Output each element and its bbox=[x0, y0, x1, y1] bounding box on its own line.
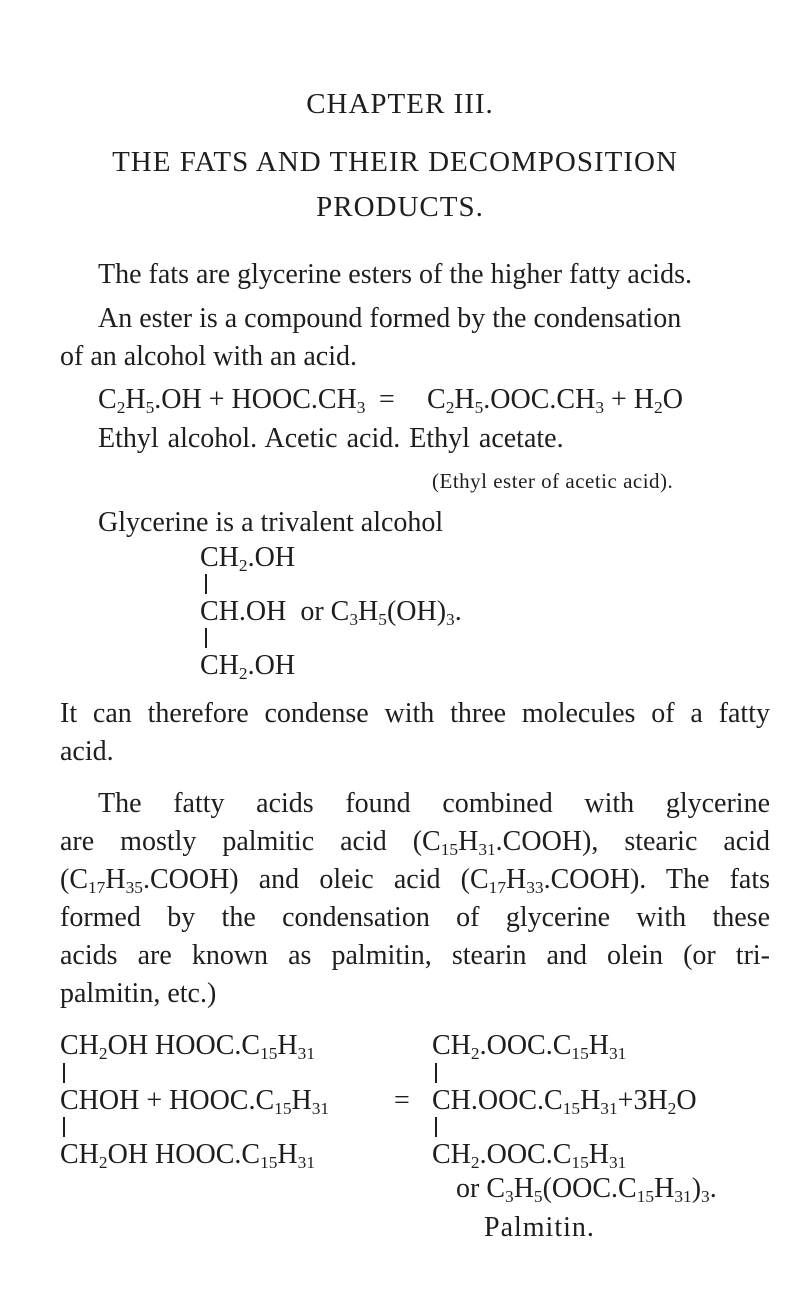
bond-line bbox=[63, 1117, 65, 1137]
palmitin-equals: = bbox=[394, 1085, 410, 1116]
glycerine-intro: Glycerine is a trivalent alcohol bbox=[98, 507, 444, 538]
palmitin-right-row-2: $CH.OOC.C_{15}H_{31}+3H_2O$ bbox=[432, 1085, 697, 1119]
ester-equation-labels: Ethyl alcohol. Acetic acid. Ethyl acetate. bbox=[98, 423, 564, 454]
paragraph-1: The fats are glycerine esters of the higher fatty acids. bbox=[98, 259, 692, 290]
paragraph-2-line-1: An ester is a compound formed by the condensation bbox=[98, 303, 682, 334]
paragraph-4-line-2: are mostly palmitic acid $(C_{15}H_{31}.COOH)$, stearic acid bbox=[60, 826, 770, 860]
paragraph-2-line-2: of an alcohol with an acid. bbox=[60, 341, 358, 372]
ester-equation-left: $C_2H_5.OH$ + $HOOC.CH_3$ bbox=[98, 384, 366, 418]
bond-line bbox=[435, 1063, 437, 1083]
chapter-title-line-1: THE FATS AND THEIR DECOMPOSITION bbox=[112, 146, 678, 178]
palmitin-left-row-2: CHOH + $HOOC.C_{15}H_{31}$ bbox=[60, 1085, 330, 1119]
glycerine-row-1: $CH_2.OH$ bbox=[200, 542, 296, 576]
bond-line bbox=[205, 628, 207, 648]
paragraph-4-line-4: formed by the condensation of glycerine with these bbox=[60, 902, 770, 933]
paragraph-3-line-1: It can therefore condense with three molecules of a fatty bbox=[60, 698, 770, 729]
chapter-title-line-2: PRODUCTS. bbox=[316, 191, 484, 223]
bond-line bbox=[63, 1063, 65, 1083]
palmitin-alt-formula: or $C_3H_5(OOC.C_{15}H_{31})_3$. bbox=[456, 1173, 717, 1207]
palmitin-right-row-3: $CH_2.OOC.C_{15}H_{31}$ bbox=[432, 1139, 627, 1173]
paragraph-3-line-2: acid. bbox=[60, 736, 114, 767]
paragraph-4-line-1: The fatty acids found combined with glycerine bbox=[98, 788, 770, 819]
palmitin-left-row-3: $CH_2OH$ $HOOC.C_{15}H_{31}$ bbox=[60, 1139, 316, 1173]
paragraph-4-line-5: acids are known as palmitin, stearin and olein (or tri- bbox=[60, 940, 770, 971]
glycerine-row-2: CH.OH or $C_3H_5(OH)_3$. bbox=[200, 596, 462, 630]
bond-line bbox=[205, 574, 207, 594]
paragraph-4-line-6: palmitin, etc.) bbox=[60, 978, 217, 1009]
ester-equation-note: (Ethyl ester of acetic acid). bbox=[432, 469, 674, 493]
ester-equation-right: $C_2H_5.OOC.CH_3 + H_2O$ bbox=[427, 384, 683, 418]
palmitin-name: Palmitin. bbox=[484, 1212, 595, 1243]
ester-equation-equals: = bbox=[379, 384, 395, 415]
paragraph-4-line-3: $(C_{17}H_{35}.COOH)$ and oleic acid $(C_{17}H_{33}.COOH)$. The fats bbox=[60, 864, 771, 898]
bond-line bbox=[435, 1117, 437, 1137]
palmitin-left-row-1: $CH_2OH$ $HOOC.C_{15}H_{31}$ bbox=[60, 1030, 316, 1064]
palmitin-right-row-1: $CH_2.OOC.C_{15}H_{31}$ bbox=[432, 1030, 627, 1064]
glycerine-row-3: $CH_2.OH$ bbox=[200, 650, 296, 684]
chapter-heading: CHAPTER III. bbox=[306, 88, 494, 120]
